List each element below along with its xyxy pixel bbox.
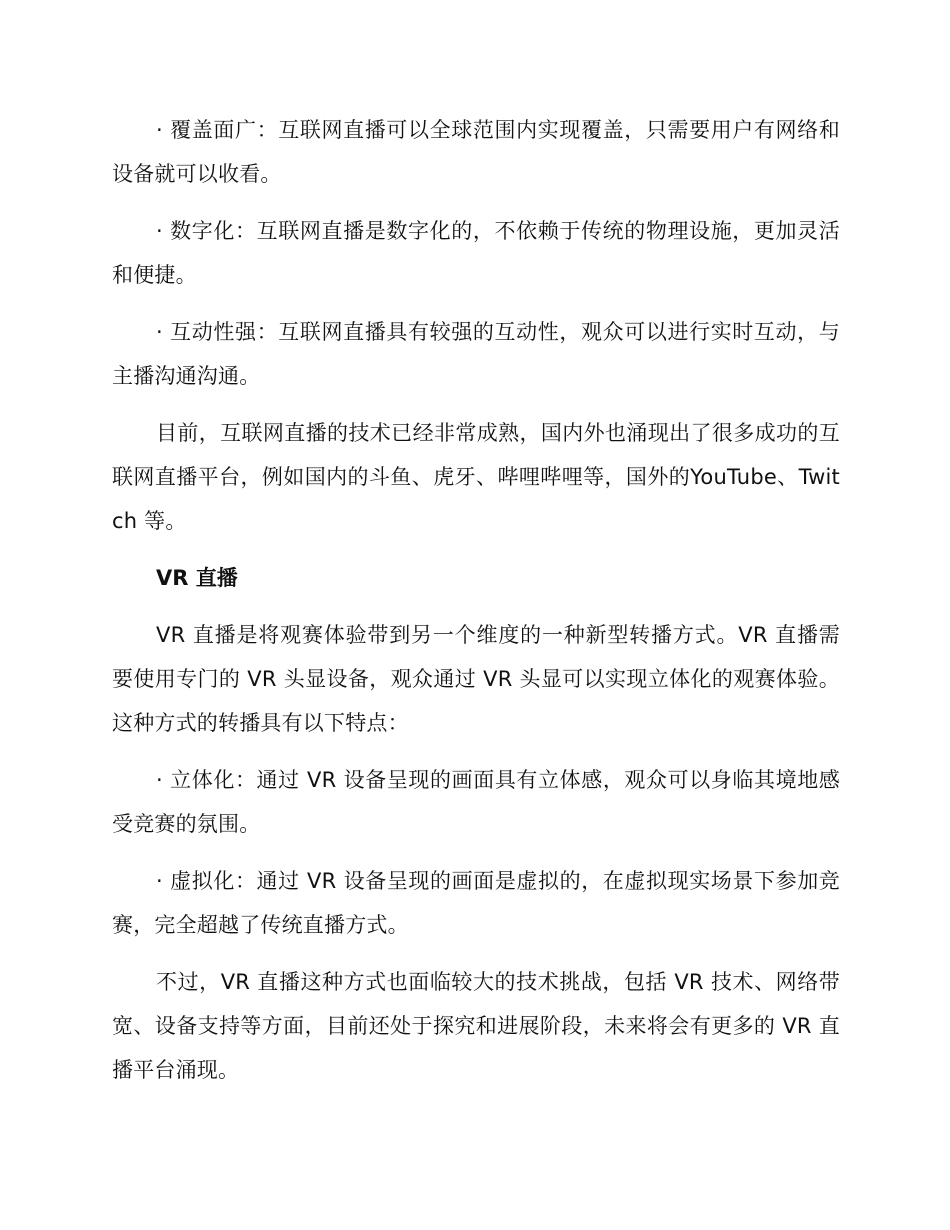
body-paragraph-vr-intro: VR 直播是将观赛体验带到另一个维度的一种新型转播方式。VR 直播需要使用专门的 VR 头显设备，观众通过 VR 头显可以实现立体化的观赛体验。这种方式的转播具有以下特点： — [112, 623, 840, 735]
document-body — [112, 108, 840, 1105]
body-paragraph-vr-challenges: 不过，VR 直播这种方式也面临较大的技术挑战，包括 VR 技术、网络带宽、设备支持等方面，目前还处于探究和进展阶段，未来将会有更多的 VR 直播平台涌现。 — [112, 970, 840, 1082]
bullet-paragraph-coverage: · 覆盖面广：互联网直播可以全球范围内实现覆盖，只需要用户有网络和设备就可以收看。 — [112, 118, 840, 186]
bullet-paragraph-digital: · 数字化：互联网直播是数字化的，不依赖于传统的物理设施，更加灵活和便捷。 — [112, 219, 840, 287]
bullet-paragraph-stereoscopic: · 立体化：通过 VR 设备呈现的画面具有立体感，观众可以身临其境地感受竞赛的氛围。 — [112, 768, 840, 836]
body-paragraph-platforms: 目前，互联网直播的技术已经非常成熟，国内外也涌现出了很多成功的互联网直播平台，例如国内的斗鱼、虎牙、哔哩哔哩等，国外的YouTube、Twitch 等。 — [112, 421, 840, 533]
bullet-paragraph-virtual: · 虚拟化：通过 VR 设备呈现的画面是虚拟的，在虚拟现实场景下参加竞赛，完全超越了传统直播方式。 — [112, 869, 840, 937]
bullet-paragraph-interactive: · 互动性强：互联网直播具有较强的互动性，观众可以进行实时互动，与主播沟通沟通。 — [112, 320, 840, 388]
section-heading-vr-live: VR 直播 — [156, 566, 238, 590]
